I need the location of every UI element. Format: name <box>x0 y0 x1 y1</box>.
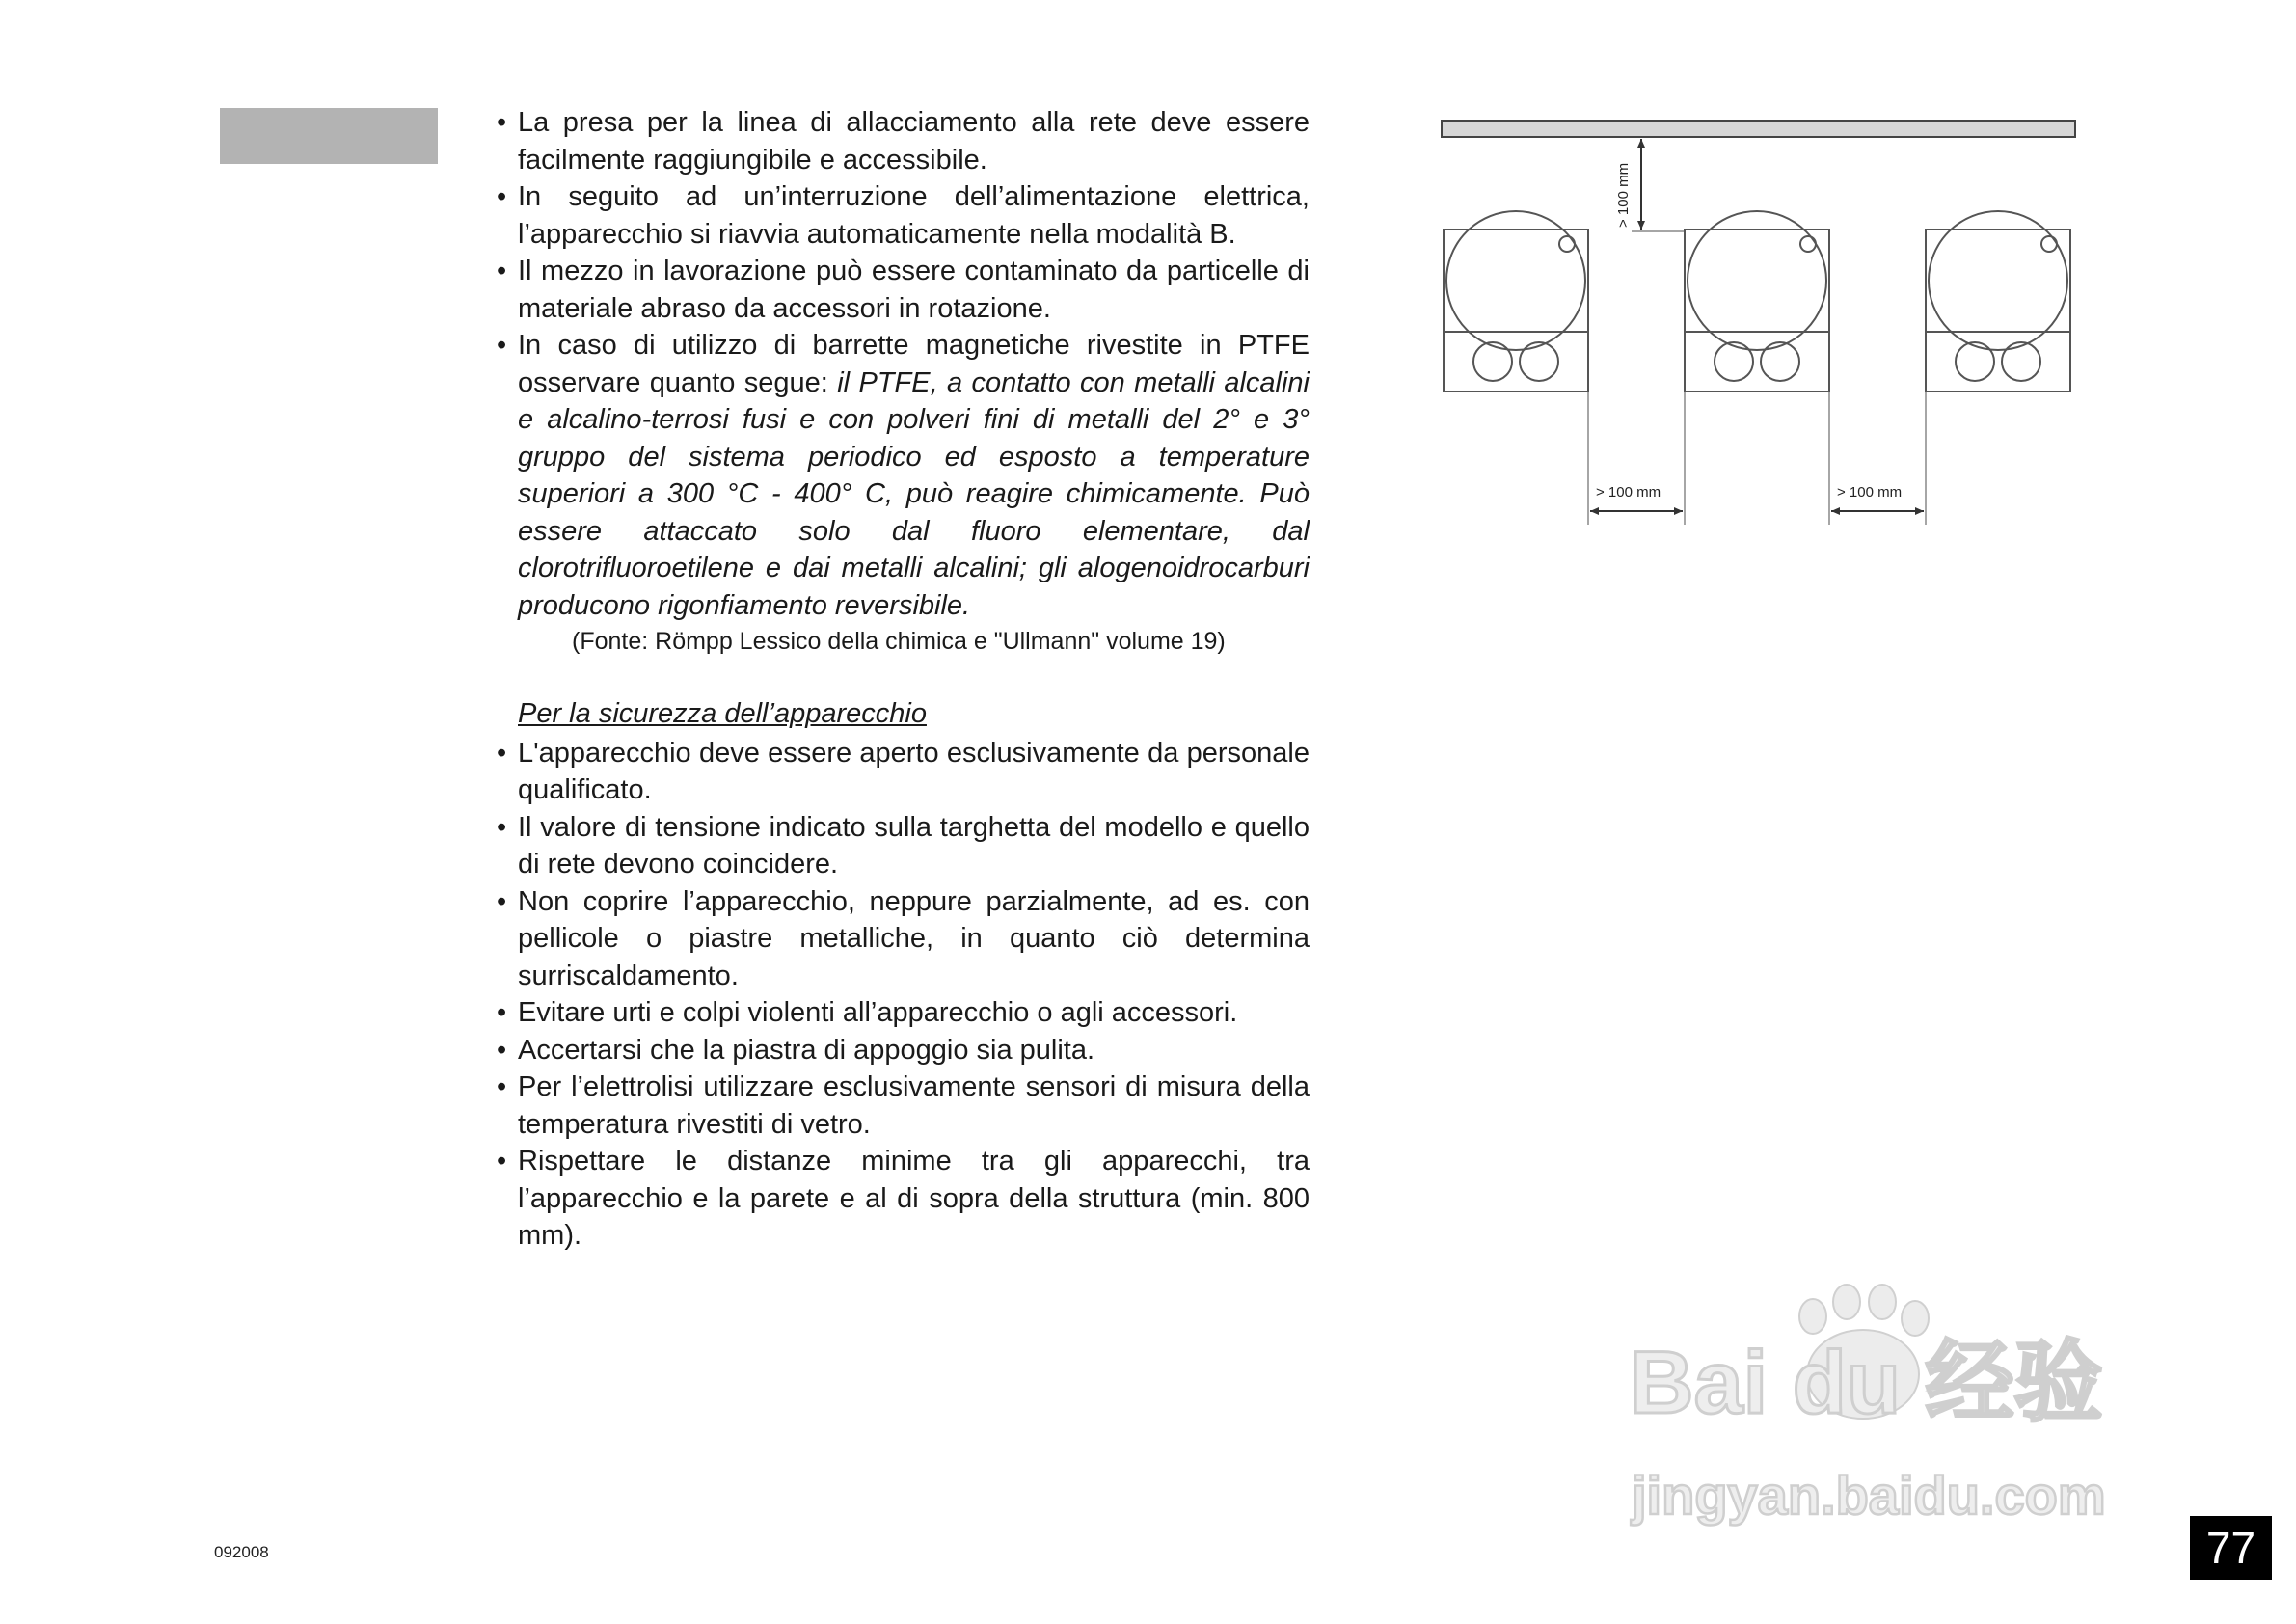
bullet-item: • Accertarsi che la piastra di appoggio sia pulita. <box>497 1032 1310 1069</box>
overhead-wall-bar <box>1442 121 2075 137</box>
bullet-item: • Per l’elettrolisi utilizzare esclusivamente sensori di misura della temperatura rivestiti di vetro. <box>497 1069 1310 1143</box>
watermark-url: jingyan.baidu.com <box>1632 1465 2106 1526</box>
main-text-column <box>497 104 1310 1255</box>
stirrer-device-3 <box>1926 211 2070 392</box>
bullet-item: • Evitare urti e colpi violenti all’apparecchio o agli accessori. <box>497 994 1310 1032</box>
bullet-item: • Il mezzo in lavorazione può essere contaminato da particelle di materiale abraso da accessori in rotazione. <box>497 253 1310 327</box>
bullet-item: • Il valore di tensione indicato sulla targhetta del modello e quello di rete devono coincidere. <box>497 809 1310 883</box>
bullet-item: • In seguito ad un’interruzione dell’alimentazione elettrica, l’apparecchio si riavvia automaticamente nella modalità B. <box>497 178 1310 253</box>
bullet-item: • L'apparecchio deve essere aperto esclusivamente da personale qualificato. <box>497 735 1310 809</box>
bullet-item-ptfe <box>497 327 1310 624</box>
gap-label-2: > 100 mm <box>1837 484 1903 501</box>
ptfe-italic-note: il PTFE, a contatto con metalli alcalini e alcalino-terrosi fusi e con polveri fini di metalli del 2° e 3° gruppo del sistema periodico ed esposto a temperature superiori a 300 °C - 400° C, può reagire chimicamente. Può essere attaccato solo dal fluoro elementare, dal clorotrifluoroetilene e dai metalli alcalini; gli alogenoidrocarburi producono rigonfiamento reversibile. <box>518 366 1310 621</box>
stirrer-device-1 <box>1444 211 1588 392</box>
document-code: 092008 <box>214 1543 269 1561</box>
bullet-item: • Non coprire l’apparecchio, neppure parzialmente, ad es. con pellicole o piastre metalliche, in quanto ciò determina surriscaldamento. <box>497 883 1310 995</box>
top-clearance-label: > 100 mm <box>1615 162 1632 228</box>
bullet-item: • Rispettare le distanze minime tra gli apparecchi, tra l’apparecchio e la parete e al di sopra della struttura (min. 800 mm). <box>497 1143 1310 1255</box>
ptfe-intro: In caso di utilizzo di barrette magnetiche rivestite in PTFE osservare quanto segue: <box>518 330 1310 398</box>
section-marker-tab <box>220 108 438 164</box>
gap-label-1: > 100 mm <box>1596 484 1661 501</box>
spacing-diagram <box>1439 112 2085 536</box>
bullet-item: • La presa per la linea di allacciamento alla rete deve essere facilmente raggiungibile e accessibile. <box>497 104 1310 178</box>
section-title: Per la sicurezza dell’apparecchio <box>518 698 927 729</box>
source-note: (Fonte: Römpp Lessico della chimica e "Ullmann" volume 19) <box>572 628 1226 655</box>
page-number: 77 <box>2190 1516 2272 1580</box>
baidu-watermark <box>1610 1278 2160 1529</box>
stirrer-device-2 <box>1685 211 1829 392</box>
watermark-brand: Bai du 经验 <box>1630 1334 2103 1432</box>
